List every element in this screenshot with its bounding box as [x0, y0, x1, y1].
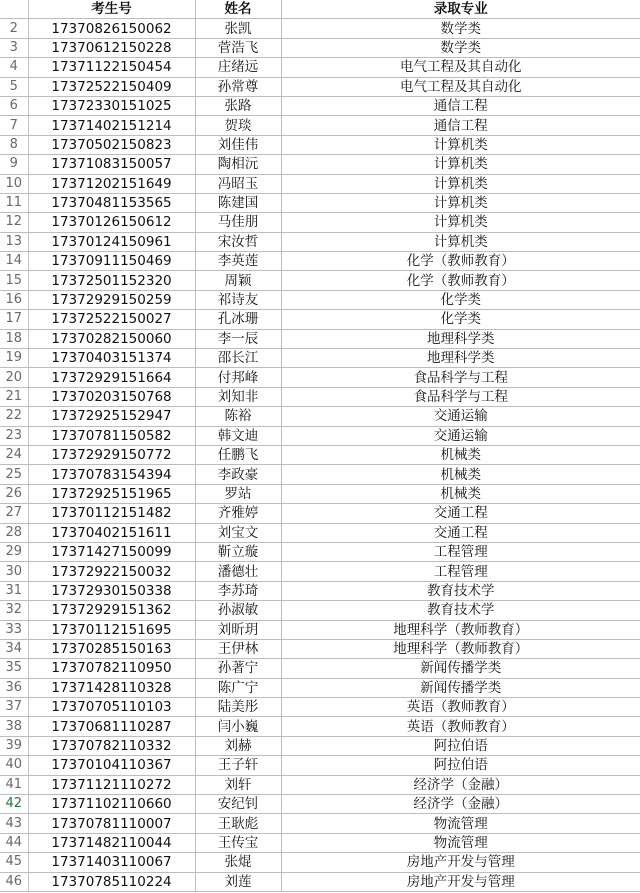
- name-cell[interactable]: 陈建国: [195, 193, 281, 212]
- name-cell[interactable]: 孔冰珊: [195, 310, 281, 329]
- table-row: [0, 678, 640, 697]
- table-row: [0, 58, 640, 77]
- major-cell[interactable]: 新闻传播学类: [281, 659, 640, 678]
- name-cell[interactable]: 邵长江: [195, 349, 281, 368]
- major-cell[interactable]: 交通工程: [281, 504, 640, 523]
- table-row: [0, 795, 640, 814]
- major-cell[interactable]: 英语（教师教育）: [281, 717, 640, 736]
- table-row: [0, 19, 640, 38]
- row-number[interactable]: 33: [0, 620, 28, 639]
- major-cell[interactable]: 电气工程及其自动化: [281, 77, 640, 96]
- major-cell[interactable]: 化学类: [281, 290, 640, 309]
- table-row: [0, 639, 640, 658]
- row-number[interactable]: 43: [0, 814, 28, 833]
- table-row: [0, 213, 640, 232]
- major-cell[interactable]: 机械类: [281, 465, 640, 484]
- name-cell[interactable]: 张焜: [195, 853, 281, 872]
- row-number[interactable]: 34: [0, 639, 28, 658]
- exam-id-cell[interactable]: 17370782110950: [28, 659, 195, 678]
- exam-id-cell[interactable]: 17370112151695: [28, 620, 195, 639]
- row-number[interactable]: 8: [0, 135, 28, 154]
- row-number[interactable]: 27: [0, 504, 28, 523]
- major-cell[interactable]: 教育技术学: [281, 601, 640, 620]
- major-cell[interactable]: 地理科学（教师教育）: [281, 639, 640, 658]
- exam-id-cell[interactable]: 17370826150062: [28, 19, 195, 38]
- major-cell[interactable]: 地理科学类: [281, 329, 640, 348]
- table-row: [0, 562, 640, 581]
- major-cell[interactable]: 机械类: [281, 445, 640, 464]
- table-row: [0, 814, 640, 833]
- table-row: [0, 271, 640, 290]
- row-number[interactable]: 20: [0, 368, 28, 387]
- row-number[interactable]: 30: [0, 562, 28, 581]
- table-row: [0, 349, 640, 368]
- row-number[interactable]: 40: [0, 756, 28, 775]
- header-row: [0, 0, 640, 19]
- exam-id-cell[interactable]: 17372501152320: [28, 271, 195, 290]
- row-number[interactable]: 21: [0, 387, 28, 406]
- major-cell[interactable]: 食品科学与工程: [281, 387, 640, 406]
- major-cell[interactable]: 地理科学类: [281, 349, 640, 368]
- exam-id-cell[interactable]: 17370781150582: [28, 426, 195, 445]
- exam-id-cell[interactable]: 17370781110007: [28, 814, 195, 833]
- table-row: [0, 484, 640, 503]
- name-cell[interactable]: 任鹏飞: [195, 445, 281, 464]
- table-row: [0, 407, 640, 426]
- row-number[interactable]: 7: [0, 116, 28, 135]
- name-cell[interactable]: 刘昕玥: [195, 620, 281, 639]
- exam-id-cell[interactable]: 17372522150409: [28, 77, 195, 96]
- exam-id-cell[interactable]: 17372929151664: [28, 368, 195, 387]
- major-cell[interactable]: 房地产开发与管理: [281, 872, 640, 891]
- major-cell[interactable]: 地理科学（教师教育）: [281, 620, 640, 639]
- exam-id-cell[interactable]: 17370104110367: [28, 756, 195, 775]
- exam-id-cell[interactable]: 17372925152947: [28, 407, 195, 426]
- name-cell[interactable]: 宋汝哲: [195, 232, 281, 251]
- major-cell[interactable]: 交通工程: [281, 523, 640, 542]
- major-cell[interactable]: 经济学（金融）: [281, 775, 640, 794]
- row-number[interactable]: 46: [0, 872, 28, 891]
- major-cell[interactable]: 阿拉伯语: [281, 736, 640, 755]
- name-cell[interactable]: 韩文迪: [195, 426, 281, 445]
- name-cell[interactable]: 刘知非: [195, 387, 281, 406]
- major-cell[interactable]: 交通运输: [281, 426, 640, 445]
- row-number[interactable]: 41: [0, 775, 28, 794]
- row-number[interactable]: 3: [0, 38, 28, 57]
- exam-id-cell[interactable]: 17372330151025: [28, 96, 195, 115]
- major-cell[interactable]: 房地产开发与管理: [281, 853, 640, 872]
- row-number[interactable]: 12: [0, 213, 28, 232]
- major-cell[interactable]: 物流管理: [281, 833, 640, 852]
- name-cell[interactable]: 孙著宁: [195, 659, 281, 678]
- name-cell[interactable]: 安纪钊: [195, 795, 281, 814]
- table-row: [0, 775, 640, 794]
- name-cell[interactable]: 周颖: [195, 271, 281, 290]
- exam-id-cell[interactable]: 17370782110332: [28, 736, 195, 755]
- table-row: [0, 736, 640, 755]
- name-cell[interactable]: 王子轩: [195, 756, 281, 775]
- exam-id-cell[interactable]: 17370681110287: [28, 717, 195, 736]
- row-number[interactable]: 19: [0, 349, 28, 368]
- table-row: [0, 232, 640, 251]
- major-cell[interactable]: 数学类: [281, 19, 640, 38]
- row-number[interactable]: [0, 0, 28, 19]
- name-cell[interactable]: 庄绪远: [195, 58, 281, 77]
- table-row: [0, 620, 640, 639]
- row-number[interactable]: 23: [0, 426, 28, 445]
- table-row: [0, 581, 640, 600]
- major-cell[interactable]: 新闻传播学类: [281, 678, 640, 697]
- name-cell[interactable]: 王耿彪: [195, 814, 281, 833]
- name-cell[interactable]: 潘德壮: [195, 562, 281, 581]
- major-cell[interactable]: 计算机类: [281, 193, 640, 212]
- major-cell[interactable]: 计算机类: [281, 155, 640, 174]
- table-row: [0, 135, 640, 154]
- exam-id-cell[interactable]: 17371122150454: [28, 58, 195, 77]
- exam-id-cell[interactable]: 17371403110067: [28, 853, 195, 872]
- row-number[interactable]: 45: [0, 853, 28, 872]
- exam-id-cell[interactable]: 17372929150772: [28, 445, 195, 464]
- name-cell[interactable]: 陆美彤: [195, 698, 281, 717]
- name-cell[interactable]: 李政豪: [195, 465, 281, 484]
- exam-id-cell[interactable]: 17372925151965: [28, 484, 195, 503]
- row-number[interactable]: 5: [0, 77, 28, 96]
- exam-id-cell[interactable]: 17370911150469: [28, 252, 195, 271]
- exam-id-cell[interactable]: 17371402151214: [28, 116, 195, 135]
- exam-id-cell[interactable]: 17370502150823: [28, 135, 195, 154]
- name-cell[interactable]: 陈裕: [195, 407, 281, 426]
- row-number[interactable]: 39: [0, 736, 28, 755]
- major-cell[interactable]: 机械类: [281, 484, 640, 503]
- table-row: [0, 872, 640, 891]
- name-cell[interactable]: 马佳朋: [195, 213, 281, 232]
- row-number[interactable]: 17: [0, 310, 28, 329]
- row-number[interactable]: 42: [0, 795, 28, 814]
- major-cell[interactable]: 经济学（金融）: [281, 795, 640, 814]
- major-cell[interactable]: 通信工程: [281, 116, 640, 135]
- exam-id-cell[interactable]: 17371202151649: [28, 174, 195, 193]
- exam-id-cell[interactable]: 17370402151611: [28, 523, 195, 542]
- name-cell[interactable]: 付邦峰: [195, 368, 281, 387]
- row-number[interactable]: 11: [0, 193, 28, 212]
- table-row: [0, 659, 640, 678]
- major-cell[interactable]: 工程管理: [281, 562, 640, 581]
- major-cell[interactable]: 工程管理: [281, 542, 640, 561]
- table-row: [0, 465, 640, 484]
- exam-id-cell[interactable]: 17370403151374: [28, 349, 195, 368]
- table-row: [0, 38, 640, 57]
- table-row: [0, 193, 640, 212]
- name-cell[interactable]: 闫小巍: [195, 717, 281, 736]
- name-cell[interactable]: 刘轩: [195, 775, 281, 794]
- name-cell[interactable]: 陈广宁: [195, 678, 281, 697]
- exam-id-cell[interactable]: 17371427150099: [28, 542, 195, 561]
- table-row: [0, 426, 640, 445]
- name-cell[interactable]: 孙常尊: [195, 77, 281, 96]
- major-cell[interactable]: 化学类: [281, 310, 640, 329]
- row-number[interactable]: 9: [0, 155, 28, 174]
- row-number[interactable]: 35: [0, 659, 28, 678]
- major-cell[interactable]: 电气工程及其自动化: [281, 58, 640, 77]
- major-cell[interactable]: 交通运输: [281, 407, 640, 426]
- exam-id-cell[interactable]: 17370612150228: [28, 38, 195, 57]
- major-cell[interactable]: 计算机类: [281, 174, 640, 193]
- row-number[interactable]: 37: [0, 698, 28, 717]
- name-cell[interactable]: 贺琰: [195, 116, 281, 135]
- name-cell[interactable]: 齐雅婷: [195, 504, 281, 523]
- row-number[interactable]: 29: [0, 542, 28, 561]
- exam-id-cell[interactable]: 17370112151482: [28, 504, 195, 523]
- row-number[interactable]: 36: [0, 678, 28, 697]
- table-row: [0, 445, 640, 464]
- table-row: [0, 717, 640, 736]
- name-cell[interactable]: 王传宝: [195, 833, 281, 852]
- name-cell[interactable]: 靳立璇: [195, 542, 281, 561]
- name-cell[interactable]: 张凯: [195, 19, 281, 38]
- name-cell[interactable]: 李一辰: [195, 329, 281, 348]
- name-cell[interactable]: 孙淑敏: [195, 601, 281, 620]
- exam-id-cell[interactable]: 17372929150259: [28, 290, 195, 309]
- row-number[interactable]: 16: [0, 290, 28, 309]
- name-cell[interactable]: 菅浩飞: [195, 38, 281, 57]
- exam-id-cell[interactable]: 17371482110044: [28, 833, 195, 852]
- row-number[interactable]: 25: [0, 465, 28, 484]
- header-name[interactable]: 姓名: [195, 0, 281, 19]
- exam-id-cell[interactable]: 17372930150338: [28, 581, 195, 600]
- major-cell[interactable]: 通信工程: [281, 96, 640, 115]
- major-cell[interactable]: 计算机类: [281, 213, 640, 232]
- row-number[interactable]: 38: [0, 717, 28, 736]
- exam-id-cell[interactable]: 17371121110272: [28, 775, 195, 794]
- table-row: [0, 523, 640, 542]
- name-cell[interactable]: 冯昭玉: [195, 174, 281, 193]
- major-cell[interactable]: 化学（教师教育）: [281, 252, 640, 271]
- major-cell[interactable]: 食品科学与工程: [281, 368, 640, 387]
- row-number[interactable]: 13: [0, 232, 28, 251]
- table-row: [0, 698, 640, 717]
- row-number[interactable]: 6: [0, 96, 28, 115]
- table-row: [0, 833, 640, 852]
- row-number[interactable]: 15: [0, 271, 28, 290]
- name-cell[interactable]: 李英莲: [195, 252, 281, 271]
- major-cell[interactable]: 计算机类: [281, 232, 640, 251]
- name-cell[interactable]: 祁诗友: [195, 290, 281, 309]
- name-cell[interactable]: 刘宝文: [195, 523, 281, 542]
- row-number[interactable]: 18: [0, 329, 28, 348]
- name-cell[interactable]: 李苏琦: [195, 581, 281, 600]
- table-row: [0, 368, 640, 387]
- exam-id-cell[interactable]: 17371083150057: [28, 155, 195, 174]
- major-cell[interactable]: 化学（教师教育）: [281, 271, 640, 290]
- table-row: [0, 174, 640, 193]
- row-number[interactable]: 32: [0, 601, 28, 620]
- major-cell[interactable]: 物流管理: [281, 814, 640, 833]
- table-row: [0, 756, 640, 775]
- table-row: [0, 853, 640, 872]
- major-cell[interactable]: 教育技术学: [281, 581, 640, 600]
- table-row: [0, 542, 640, 561]
- row-number[interactable]: 14: [0, 252, 28, 271]
- exam-id-cell[interactable]: 17372922150032: [28, 562, 195, 581]
- table-row: [0, 387, 640, 406]
- row-number[interactable]: 10: [0, 174, 28, 193]
- name-cell[interactable]: 王伊林: [195, 639, 281, 658]
- header-exam-id[interactable]: 考生号: [28, 0, 195, 19]
- exam-id-cell[interactable]: 17370481153565: [28, 193, 195, 212]
- row-number[interactable]: 44: [0, 833, 28, 852]
- name-cell[interactable]: 罗站: [195, 484, 281, 503]
- exam-id-cell[interactable]: 17372929151362: [28, 601, 195, 620]
- table-row: [0, 601, 640, 620]
- name-cell[interactable]: 张路: [195, 96, 281, 115]
- table-row: [0, 155, 640, 174]
- major-cell[interactable]: 阿拉伯语: [281, 756, 640, 775]
- major-cell[interactable]: 英语（教师教育）: [281, 698, 640, 717]
- table-row: [0, 96, 640, 115]
- table-row: [0, 77, 640, 96]
- header-major[interactable]: 录取专业: [281, 0, 640, 19]
- exam-id-cell[interactable]: 17370124150961: [28, 232, 195, 251]
- name-cell[interactable]: 刘佳伟: [195, 135, 281, 154]
- row-number[interactable]: 26: [0, 484, 28, 503]
- major-cell[interactable]: 计算机类: [281, 135, 640, 154]
- exam-id-cell[interactable]: 17370783154394: [28, 465, 195, 484]
- row-number[interactable]: 31: [0, 581, 28, 600]
- table-row: [0, 290, 640, 309]
- exam-id-cell[interactable]: 17370285150163: [28, 639, 195, 658]
- name-cell[interactable]: 刘莲: [195, 872, 281, 891]
- row-number[interactable]: 2: [0, 19, 28, 38]
- row-number[interactable]: 24: [0, 445, 28, 464]
- exam-id-cell[interactable]: 17370282150060: [28, 329, 195, 348]
- table-row: [0, 310, 640, 329]
- row-number[interactable]: 22: [0, 407, 28, 426]
- name-cell[interactable]: 刘赫: [195, 736, 281, 755]
- major-cell[interactable]: 数学类: [281, 38, 640, 57]
- table-row: [0, 329, 640, 348]
- exam-id-cell[interactable]: 17371102110660: [28, 795, 195, 814]
- exam-id-cell[interactable]: 17370705110103: [28, 698, 195, 717]
- exam-id-cell[interactable]: 17371428110328: [28, 678, 195, 697]
- row-number[interactable]: 4: [0, 58, 28, 77]
- exam-id-cell[interactable]: 17370126150612: [28, 213, 195, 232]
- table-row: [0, 116, 640, 135]
- name-cell[interactable]: 陶相沅: [195, 155, 281, 174]
- exam-id-cell[interactable]: 17372522150027: [28, 310, 195, 329]
- table-row: [0, 252, 640, 271]
- exam-id-cell[interactable]: 17370203150768: [28, 387, 195, 406]
- row-number[interactable]: 28: [0, 523, 28, 542]
- exam-id-cell[interactable]: 17370785110224: [28, 872, 195, 891]
- table-row: [0, 504, 640, 523]
